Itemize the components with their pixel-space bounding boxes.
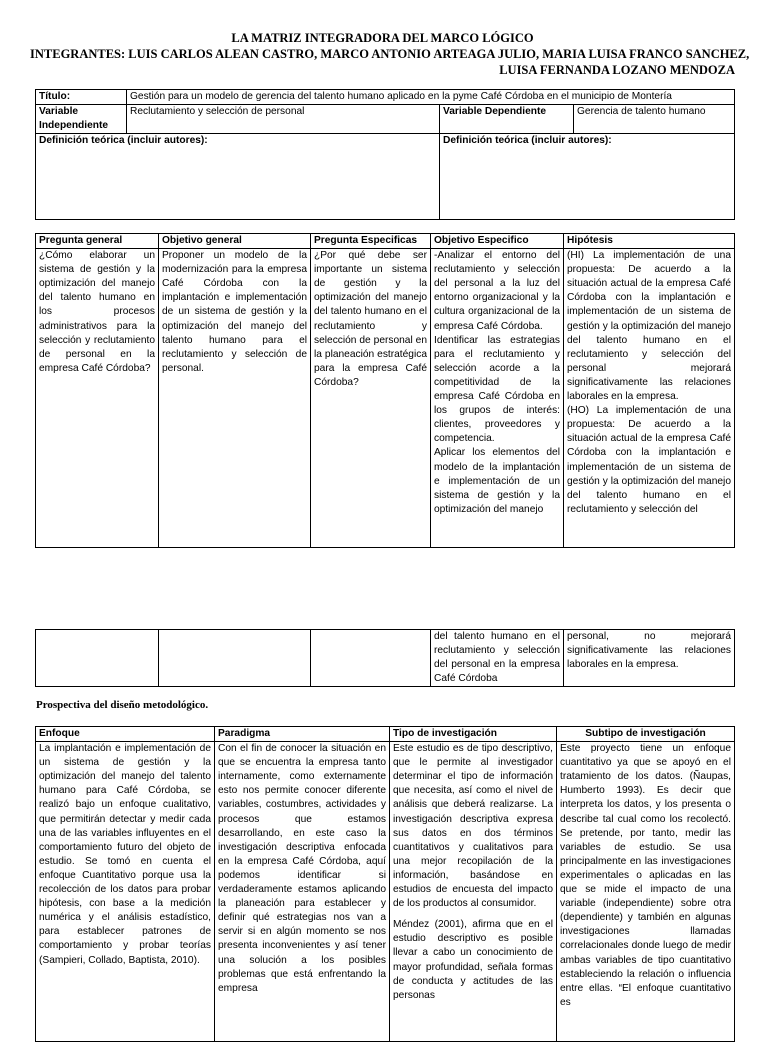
subtipo-investigacion-cell: Este proyecto tiene un enfoque cuantitativo ya que se apoyó en el tratamiento de los datos. (Ñaupas, Humberto 1993). Es decir que interpreta los datos, y los presenta o describe tal cual como los recolectó. Se pretende, por tanto, medir las variables de estudio. Se usa principalmente en las investigaciones experimentales o aplicadas en las que se mide el impacto de una variable (independiente) sobre otra (dependiente) y también en algunas investigaciones llamadas correlacionales donde luego de medir ambas variables de tipo cuantitativo estableciendo la relación o influencia entre ellas. “El enfoque cuantitativo es [557,742,735,1042]
variable-dependiente-value: Gerencia de talento humano [574,105,735,134]
titulo-value: Gestión para un modelo de gerencia del talento humano aplicado en la pyme Café Córdoba en el municipio de Montería [127,90,735,105]
objetivo-especifico-cell [431,249,564,548]
hipotesis-continuation: personal, no mejorará significativamente las relaciones laborales en la empresa. [564,630,735,687]
info-table [35,89,735,220]
header-pregunta-general: Pregunta general [36,234,159,249]
pregunta-especifica-cell: ¿Por qué debe ser importante un sistema de gestión y la optimización del manejo del talento humano en el reclutamiento y selección de personal en la planeación estratégica para la empresa Café Córdoba? [311,249,431,548]
objetivo-especifico-p2: Identificar las estrategias para el reclutamiento y selección acorde a la competitividad de la empresa Café Córdoba en los grupos de interés: clientes, proveedores y competencia. [434,334,560,445]
section-title: Prospectiva del diseño metodológico. [36,699,209,711]
paradigma-cell: Con el fin de conocer la situación en que se encuentra la empresa tanto internamente, como externamente esto nos permite conocer diferente variables, costumbres, actividades y procesos que estamos desarrollando, en este caso la investigación descriptiva enfocada en la empresa Café Córdoba, aquí podemos identificar si verdaderamente estamos aplicando la planeación para establecer y definir qué estrategias nos van a servir si en algún momento se nos presenta inconvenientes y así tener una solución a los posibles problemas que está enfrentando la empresa [215,742,390,1042]
header-enfoque: Enfoque [36,727,215,742]
hipotesis-p2: (HO) La implementación de una propuesta: De acuerdo a la situación actual de la empresa Café Córdoba con la implantación e implementación de un sistema de gestión y la optimización del manejo del talento humano en el reclutamiento y selección del [567,405,731,515]
header-pregunta-especificas: Pregunta Especificas [311,234,431,249]
header-objetivo-especifico: Objetivo Especifico [431,234,564,249]
definicion-teorica-right: Definición teórica (incluir autores): [440,134,735,220]
header-subtipo-investigacion: Subtipo de investigación [557,727,735,742]
tipo-investigacion-cell [390,742,557,1042]
objetivo-general-cell: Proponer un modelo de la modernización para la empresa Café Córdoba con la implantación e implementación de un sistema de gestión y la optimización del manejo del talento humano para el reclutamiento y selección de personal. [159,249,311,548]
empty-cell [159,630,311,687]
definicion-teorica-left: Definición teórica (incluir autores): [36,134,440,220]
tipo-investigacion-p2: Méndez (2001), afirma que en el estudio descriptivo es posible llevar a cabo un conocimiento de mayor profundidad, señala formas de conducta y actitudes de las personas [393,919,553,1001]
methodology-table [35,726,735,1042]
header-objetivo-general: Objetivo general [159,234,311,249]
variable-dependiente-label: Variable Dependiente [440,105,574,134]
empty-cell [311,630,431,687]
objetivo-especifico-p1: -Analizar el entorno del reclutamiento y selección del personal a la luz del entorno organizacional y la cultura organizacional de la empresa Café Córdoba. [434,250,560,332]
variable-independiente-label: Variable Independiente [36,105,127,134]
hipotesis-cell [564,249,735,548]
tipo-investigacion-p1: Este estudio es de tipo descriptivo, que le permite al investigador determinar el tipo de información que necesita, así como el nivel de análisis que deberá realizarse. La investigación descriptiva expresa sus datos en dos términos cuantitativos y cualitativos para una mejor recopilación de la información, basándose en estudios de encuesta del impacto de los productos al consumidor. [393,743,553,910]
continuation-table [35,629,735,687]
header-hipotesis: Hipótesis [564,234,735,249]
objectives-table [35,233,735,548]
pregunta-general-cell: ¿Cómo elaborar un sistema de gestión y la optimización del manejo del talento humano en los procesos administrativos para la selección y reclutamiento de personal en la empresa Café Córdoba? [36,249,159,548]
titulo-label: Título: [36,90,127,105]
hipotesis-p1: (HI) La implementación de una propuesta: De acuerdo a la situación actual de la empresa Café Córdoba con la implantación e implementación de un sistema de gestión y la optimización del manejo del talento humano en el reclutamiento y selección del personal mejorará significativamente las relaciones laborales en la empresa. [567,250,731,403]
objetivo-especifico-continuation: del talento humano en el reclutamiento y selección del personal en la empresa Café Córdoba [431,630,564,687]
integrantes-line-2: LUISA FERNANDA LOZANO MENDOZA [499,63,735,77]
document-header [30,30,750,78]
variable-independiente-value: Reclutamiento y selección de personal [127,105,440,134]
objetivo-especifico-p3: Aplicar los elementos del modelo de la implantación e implementación de un sistema de gestión y la optimización del manejo [434,447,560,515]
enfoque-cell: La implantación e implementación de un sistema de gestión y la optimización del manejo del talento humano para Café Córdoba, se realizó bajo un enfoque cualitativo, que permitirán detectar y medir cada una de las variables influyentes en el comportamiento futuro del objeto de estudio. Se tomó en cuenta el enfoque Cuantitativo porque usa la recolección de los datos para probar hipótesis, con base a la medición numérica y el análisis estadístico, para establecer patrones de comportamiento y probar teorías (Sampieri, Collado, Baptista, 2010). [36,742,215,1042]
integrantes-line-1: INTEGRANTES: LUIS CARLOS ALEAN CASTRO, MARCO ANTONIO ARTEAGA JULIO, MARIA LUISA FRANCO SANCHEZ, [30,47,750,61]
empty-cell [36,630,159,687]
header-tipo-investigacion: Tipo de investigación [390,727,557,742]
document-title: LA MATRIZ INTEGRADORA DEL MARCO LÓGICO [231,31,534,45]
header-paradigma: Paradigma [215,727,390,742]
